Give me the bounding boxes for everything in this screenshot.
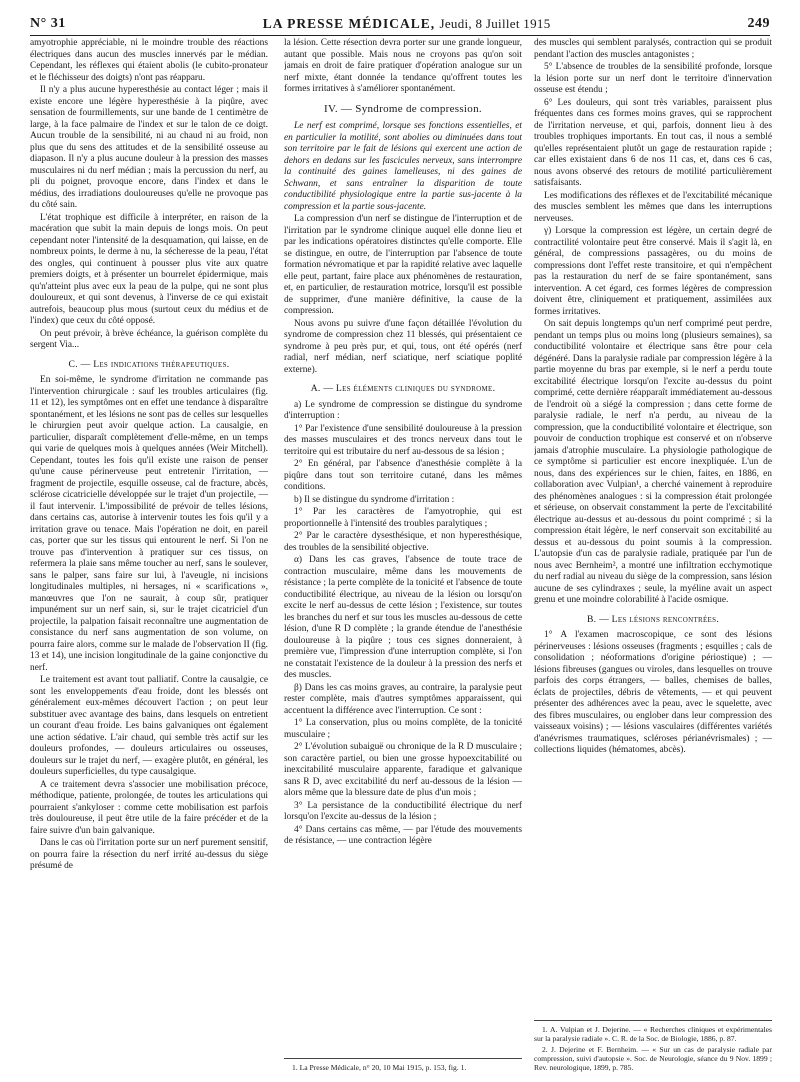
paragraph: des muscles qui semblent paralysés, contraction qui se produit pendant l'action des muscles antagonistes ; bbox=[534, 38, 772, 60]
page-header bbox=[30, 8, 770, 36]
page-number: 249 bbox=[747, 16, 770, 31]
paragraph: la lésion. Cette résection devra porter sur une grande longueur, autant que possible. Mais nous ne croyons pas qu'on soit jamais en droit de faire pratiquer d'opération analogue sur un nerf mixte, étant donnée la tendance qu'offrent toutes les formes irritatives à s'améliorer spontanément. bbox=[284, 38, 522, 94]
paragraph: 2° Par le caractère dysesthésique, et non hyperesthésique, des troubles de la sensibilité objective. bbox=[284, 531, 522, 553]
section-heading-a: A. — Les éléments cliniques du syndrome. bbox=[310, 383, 496, 394]
footnote-rule bbox=[284, 1058, 522, 1059]
paragraph: En soi-même, le syndrome d'irritation ne commande pas l'intervention chirurgicale : sauf les troubles articulaires (fig. 11 et 12), les symptômes ont en effet une tendance à disparaître spontanément, et les lésions ne sont pas de celles sur lesquelles le chirurgien peut avoir quelque action. La causalgie, en particulier, disparaît complètement d'elle-même, en un temps qui varie de quelques mois à quelques années (Weir Mitchell). Cependant, toutes les fois qu'il existe une raison de penser qu'une cause périnerveuse peut entretenir l'irritation, — fragment de projectile, esquille osseuse, cal de fracture, abcès, sclérose cicatricielle développée sur le trajet d'un projectile, — il faut intervenir. L'impossibilité de prévoir de telles lésions, dans certains cas, autorise à intervenir toutes les fois qu'il y a irritation grave ou tenace. Mais l'opération ne doit, en pareil cas, porter que sur les tissus qui entourent le nerf. Si l'on ne trouve pas d'intervention à pratiquer sur ces tissus, on refermera la plaie sans même toucher au nerf, sans le soulever, sans le palper, sans faire sur lui, à l'aveugle, ni incisions longitudinales multiples, ni hersages, ni « scarifications », manœuvres que l'on ne saurait, à coup sûr, pratiquer impunément sur un nerf sain, si, sur le trajet cicatriciel d'un projectile, la palpation faisait reconnaître une augmentation de consistance du nerf sans augmentation de son volume, on pourra faire alors, comme sur le malade de l'observation II (fig. 13 et 14), une incision longitudinale de la gaine conjonctive du nerf. bbox=[30, 375, 268, 673]
section-heading-iv: IV. — Syndrome de compression. bbox=[324, 102, 482, 115]
section-heading-c: C. — Les indications thérapeutiques. bbox=[68, 358, 230, 370]
footnote: 2. J. Dejerine et F. Bernheim. — « Sur un cas de paralysie radiale par compression, suivi d'autopsie ». Soc. de Neurologie, séance du 9 Nov. 1899 ; Rev. neurologique, 1899, p. 785. bbox=[534, 1045, 772, 1072]
footnotes-middle bbox=[284, 1058, 522, 1074]
paragraph: γ) Lorsque la compression est légère, un certain degré de contractilité volontaire peut être conservé. Mais il s'agit là, en général, de compressions passagères, ou du moins de compressions dont l'effet reste transitoire, et qui n'empêchent pas la restauration du nerf de se faire spontanément, sans intervention. A cet égard, ces formes légères de compression doivent être, cliniquement et pratiquement, assimilées aux formes irritatives. bbox=[534, 226, 772, 317]
paragraph: L'état trophique est difficile à interpréter, en raison de la macération que subit la main depuis de longs mois. On peut cependant noter l'intensité de la desquamation, qui laisse, en de nombreux points, le derme à nu, la sécheresse de la peau, l'état des ongles, qui continuent à pousser plus vite aux quatre premiers doigts, et à présenter un bourrelet épidermique, mais qu'n'atteint plus avec eux la peau de la pulpe, qui ne sont plus douloureux, et qui sont devenus, à l'inverse de ce qui existait autrefois, beaucoup plus mous (surtout ceux du médius et de l'index) que ceux du côté opposé. bbox=[30, 212, 268, 326]
paragraph: α) Dans les cas graves, l'absence de toute trace de contraction musculaire, même dans les mouvements de résistance ; la perte complète de la tonicité et l'absence de toute conductibilité électrique, au niveau de la lésion ou lorsqu'on excite le nerf au-dessus de cette lésion ; l'existence, sur toutes les branches du nerf et sur tous les muscles au-dessous de cette lésion, d'une R D complète ; la grande étendue de l'anesthésie douloureuse à la piqûre ; tous ces signes donneraient, à première vue, l'impression d'une interruption complète, si l'on ne constatait l'existence de la douleur à la pression des nerfs et des muscles. bbox=[284, 555, 522, 680]
paragraph: On peut prévoir, à brève échéance, la guérison complète du sergent Via... bbox=[30, 328, 268, 350]
paragraph: a) Le syndrome de compression se distingue du syndrome d'interruption : bbox=[284, 399, 522, 421]
issue-number: N° 31 bbox=[30, 16, 66, 31]
issue-date: Jeudi, 8 Juillet 1915 bbox=[439, 16, 551, 31]
journal-title: LA PRESSE MÉDICALE, bbox=[262, 16, 436, 31]
column-left bbox=[30, 38, 268, 1074]
definition-paragraph: Le nerf est comprimé, lorsque ses fonctions essentielles, et en particulier la motilité, sont abolies ou diminuées dans tout son territoire par le fait de lésions qui exercent une action de dehors en dedans sur les fascicules nerveux, sans interrompre la continuité des gaines lamelleuses, ni des gaines de Schwann, et sans entraîner la disparition de toute conductibilité physiologique entre la partie sus-jacente à la compression et la partie sous-jacente. bbox=[284, 121, 522, 212]
paragraph: Les modifications des réflexes et de l'excitabilité mécanique des muscles semblent les mêmes que dans les interruptions nerveuses. bbox=[534, 190, 772, 224]
column-right bbox=[534, 38, 772, 1074]
paragraph: 2° En général, par l'absence d'anesthésie complète à la piqûre dans tout son territoire cutané, dans les mêmes conditions. bbox=[284, 459, 522, 492]
paragraph: On sait depuis longtemps qu'un nerf comprimé peut perdre, pendant un temps plus ou moins long (plusieurs semaines), sa conductibilité volontaire et électrique sans être pour cela dégénéré. Dans la paralysie radiale par compression légère à la partie moyenne du bras par exemple, si le nerf a perdu toute excitabilité électrique lorsqu'on l'excite au-dessus du point comprimé, cette dernière réapparaît immédiatement au-dessous de l'endroit où a siégé la compression ; dans cette forme de paralysie radiale, le nerf n'a perdu, au niveau de la compression, que la conductibilité volontaire et électrique, son pouvoir de conduction trophique est conservé et on n'observe jamais d'atrophie musculaire. La physiologie pathologique de ce symptôme si particulier est encore inexpliquée. L'un de nous, dans des expériences sur le chien, faites, en 1886, en collaboration avec Vulpian¹, a cherché vainement à reproduire des phénomènes analogues : si la compression était prolongée et sérieuse, on observait constamment la perte de l'excitabilité électrique au-dessus et au-dessous du point comprimé ; si la compression était légère, le nerf conservait son excitabilité au dessus et au-dessous du point soumis à la compression. L'autopsie d'un cas de paralysie radiale, pratiquée par l'un de nous avec Bernheim², a montré une infiltration ecchymotique du nerf radial au niveau du siège de la compression, sans lésion aucune de ses cylindraxes ; seule, la myéline avait un aspect grenu et une moindre colorabilité à l'acide osmique. bbox=[534, 319, 772, 605]
paragraph: 1° Par les caractères de l'amyotrophie, qui est proportionnelle à l'intensité des troubles paralytiques ; bbox=[284, 507, 522, 529]
footnote: 1. A. Vulpian et J. Dejerine. — « Recherches cliniques et expérimentales sur la paralysie radiale ». C. R. de la Soc. de Biologie, 1886, p. 87. bbox=[534, 1025, 772, 1043]
footnotes-right bbox=[534, 1020, 772, 1074]
paragraph: 1° A l'examen macroscopique, ce sont des lésions périnerveuses : lésions osseuses (fragments ; esquilles ; cals de consolidation ; néoformations d'origine périostique) ; — lésions fibreuses (gangues ou viroles, dans lesquelles on trouve parfois des corps étrangers, — balles, chemises de balles, éclats de projectiles, débris de vêtements, — et qui peuvent présenter des adhérences avec la peau, avec le squelette, avec des fibres musculaires, ou englober dans leur compression des vaisseaux voisins) ; — lésions vasculaires (différentes variétés d'anévrismes traumatiques, scléroses périanévrismales) ; — collections liquides (hématomes, abcès). bbox=[534, 630, 772, 755]
footnote: 1. La Presse Médicale, n° 20, 10 Mai 1915, p. 153, fig. 1. bbox=[292, 1063, 467, 1072]
paragraph: 3° La persistance de la conductibilité électrique du nerf lorsqu'on l'excite au-dessus de la lésion ; bbox=[284, 800, 522, 822]
paragraph: 6° Les douleurs, qui sont très variables, paraissent plus fréquentes dans ces formes moins graves, qui se rapprochent de l'irritation nerveuse, et qui, parfois, donnent lieu à des troubles trophiques importants. En tout cas, il nous a semblé qu'elles représentaient plutôt un gage de restauration rapide ; car elles existaient dans 6 de nos 11 cas, et, dans ces 6 cas, nous avons observé des retours de motilité particulièrement satisfaisants. bbox=[534, 97, 772, 188]
paragraph: 1° La conservation, plus ou moins complète, de la tonicité musculaire ; bbox=[284, 718, 522, 740]
paragraph: amyotrophie appréciable, ni le moindre trouble des réactions électriques dans aucun des muscles innervés par le médian. Cependant, les réflexes qui étaient abolis (le cubito-pronateur et le fléchisseur des doigts) n'ont pas réapparu. bbox=[30, 38, 268, 83]
paragraph: Nous avons pu suivre d'une façon détaillée l'évolution du syndrome de compression chez 11 blessés, qui présentaient ce syndrome à peu près pur, et qui, tous, ont été opérés (nerf radial, nerf médian, nerf sciatique, nerf sciatique poplité externe). bbox=[284, 318, 522, 375]
paragraph: 2° L'évolution subaiguë ou chronique de la R D musculaire ; son caractère partiel, ou bien une grosse hypoexcitabilité ou inexcitabilité musculaire apparente, faradique et galvanique sans R D, avec excitabilité du nerf au-dessous de la lésion — alors même que la blessure date de plus d'un mois ; bbox=[284, 742, 522, 798]
paragraph: β) Dans les cas moins graves, au contraire, la paralysie peut rester complète, mais d'autres symptômes apparaissent, qui accentuent la différence avec l'interruption. Ce sont : bbox=[284, 682, 522, 716]
paragraph: La compression d'un nerf se distingue de l'interruption et de l'irritation par le syndrome clinique auquel elle donne lieu et par les indications opératoires distinctes qu'elle comporte. Elle se distingue, en outre, de l'interruption par l'absence de toute formation névromatique et par la rapidité relative avec laquelle elle peut, partant, faire place aux phénomènes de restauration, et, en particulier, de restauration motrice, lorsqu'il est possible de supprimer, d'une manière définitive, la cause de la compression. bbox=[284, 214, 522, 316]
column-middle bbox=[284, 38, 522, 1074]
paragraph: 4° Dans certains cas même, — par l'étude des mouvements de résistance, — une contraction légère bbox=[284, 824, 522, 846]
paragraph: A ce traitement devra s'associer une mobilisation précoce, méthodique, patiente, prolongée, de toutes les articulations qui pourraient s'ankyloser : comme cette mobilisation est parfois très douloureuse, il peut être utile de la faire précéder et de la faire suivre d'un bain galvanique. bbox=[30, 779, 268, 836]
journal-title-line bbox=[263, 16, 551, 32]
footnote-rule bbox=[534, 1020, 772, 1021]
paragraph: Dans le cas où l'irritation porte sur un nerf purement sensitif, on pourra faire la résection du nerf irrité au-dessus du siège présumé de bbox=[30, 838, 268, 871]
paragraph: b) Il se distingue du syndrome d'irritation : bbox=[294, 494, 455, 505]
paragraph: Il n'y a plus aucune hyperesthésie au contact léger ; mais il existe encore une légère hyperesthésie à la piqûre, avec sensation de fourmillements, sur une bande de 1 centimètre de large, à la face palmaire de l'index et sur le talon de ce doigt. Aucun trouble de la sensibilité, ni au chaud ni au froid, non plus que du sens des attitudes et de la sensibilité osseuse au diapason. Il n'y a plus aucune douleur à la pression des masses musculaires ni du nerf médian ; mais la percussion du nerf, au pli du poignet, provoque encore, dans l'index et dans le médius, des irradiations douloureuses qu'elle ne provoque pas du côté sain. bbox=[30, 85, 268, 210]
section-heading-b: B. — Les lésions rencontrées. bbox=[586, 613, 720, 625]
paragraph: Le traitement est avant tout palliatif. Contre la causalgie, ce sont les enveloppements d'eau froide, dont les blessés ont généralement eux-mêmes découvert l'action ; on peut leur substituer avec avantage des bains, dans lesquels on entretient un courant d'eau froide. Les bains galvaniques ont également une action sédative. L'air chaud, qui semble très actif sur les douleurs profondes, — douleurs articulaires ou osseuses, douleurs sur le trajet du nerf, — exagère plutôt, en général, les douleurs superficielles, du type causalgique. bbox=[30, 675, 268, 777]
paragraph: 1° Par l'existence d'une sensibilité douloureuse à la pression des masses musculaires et des troncs nerveux dans tout le territoire qui est tributaire du nerf au-dessous de sa lésion ; bbox=[284, 423, 522, 457]
paragraph: 5° L'absence de troubles de la sensibilité profonde, lorsque la lésion porte sur un nerf dont le territoire d'innervation osseuse est étendu ; bbox=[534, 62, 772, 95]
